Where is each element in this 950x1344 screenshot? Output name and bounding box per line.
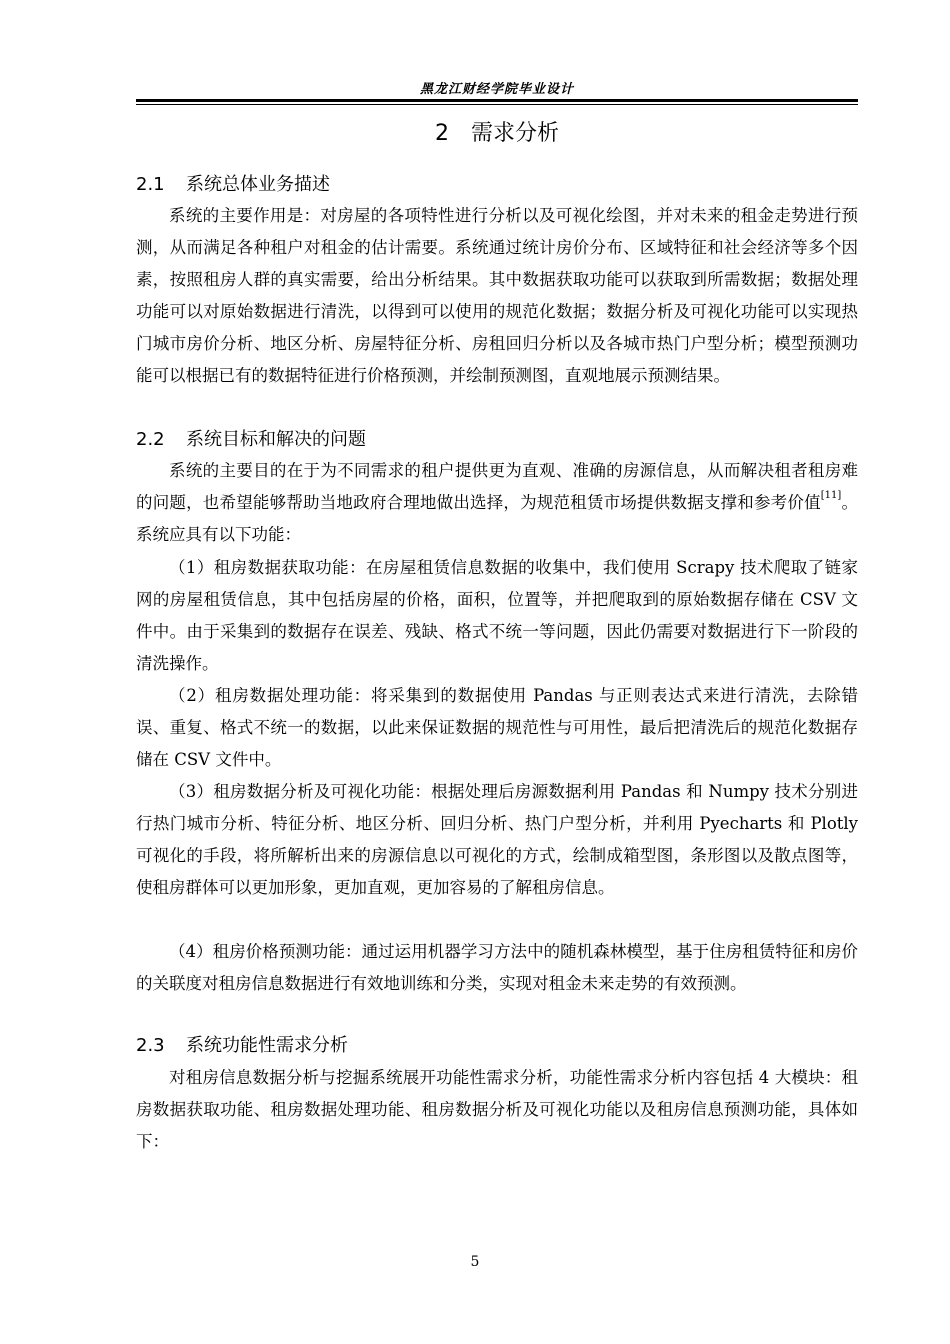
page-header: 黑龙江财经学院毕业设计 — [419, 82, 574, 97]
citation-ref: [11] — [820, 490, 842, 501]
header-rule-thin — [136, 104, 858, 105]
paragraph-text: 系统的主要目的在于为不同需求的租户提供更为直观、准确的房源信息，从而解决租者租房难的问题，也希望能够帮助当地政府合理地做出选择，为规范租赁市场提供数据支撑和参考价值 — [136, 461, 858, 512]
section-number: 2.1 — [136, 174, 165, 195]
chapter-heading — [136, 116, 858, 147]
paragraph-2-2-intro — [136, 455, 858, 551]
section-heading-2-3 — [136, 1031, 348, 1057]
chapter-number: 2 — [434, 121, 449, 146]
page-number: 5 — [470, 1254, 480, 1270]
list-item-3: （3）租房数据分析及可视化功能：根据处理后房源数据利用 Pandas 和 Numpy 技术分别进行热门城市分析、特征分析、地区分析、回归分析、热门户型分析，并利用 Pyecharts 和 Plotly 可视化的手段，将所解析出来的房源信息以可视化的方式，绘制成箱型图，条形图以及散点图等，使租房群体可以更加形象，更加直观，更加容易的了解租房信息。 — [136, 782, 858, 897]
section-title: 系统功能性需求分析 — [186, 1035, 348, 1056]
section-number: 2.3 — [136, 1035, 165, 1056]
header-rule-thick — [136, 99, 858, 102]
section-heading-2-1 — [136, 170, 330, 196]
section-number: 2.2 — [136, 429, 165, 450]
paragraph-2-3: 对租房信息数据分析与挖掘系统展开功能性需求分析，功能性需求分析内容包括 4 大模块：租房数据获取功能、租房数据处理功能、租房数据分析及可视化功能以及租房信息预测功能，具体如下： — [136, 1068, 858, 1151]
paragraph-text: 。系统应具有以下功能： — [136, 493, 859, 544]
list-item-2: （2）租房数据处理功能：将采集到的数据使用 Pandas 与正则表达式来进行清洗，去除错误、重复、格式不统一的数据，以此来保证数据的规范性与可用性，最后把清洗后的规范化数据存储在 CSV 文件中。 — [136, 686, 858, 769]
list-item-4: （4）租房价格预测功能：通过运用机器学习方法中的随机森林模型，基于住房租赁特征和房价的关联度对租房信息数据进行有效地训练和分类，实现对租金未来走势的有效预测。 — [136, 942, 858, 993]
paragraph-2-1: 系统的主要作用是：对房屋的各项特性进行分析以及可视化绘图，并对未来的租金走势进行预测，从而满足各种租户对租金的估计需要。系统通过统计房价分布、区域特征和社会经济等多个因素，按照租房人群的真实需要，给出分析结果。其中数据获取功能可以获取到所需数据；数据处理功能可以对原始数据进行清洗，以得到可以使用的规范化数据；数据分析及可视化功能可以实现热门城市房价分析、地区分析、房屋特征分析、房租回归分析以及各城市热门户型分析；模型预测功能可以根据已有的数据特征进行价格预测，并绘制预测图，直观地展示预测结果。 — [136, 206, 858, 385]
section-heading-2-2 — [136, 425, 366, 451]
list-item-1: （1）租房数据获取功能：在房屋租赁信息数据的收集中，我们使用 Scrapy 技术爬取了链家网的房屋租赁信息，其中包括房屋的价格，面积，位置等，并把爬取到的原始数据存储在 CSV 文件中。由于采集到的数据存在误差、残缺、格式不统一等问题，因此仍需要对数据进行下一阶段的清洗操作。 — [136, 558, 858, 673]
chapter-title: 需求分析 — [470, 121, 559, 146]
section-title: 系统目标和解决的问题 — [186, 429, 366, 450]
section-title: 系统总体业务描述 — [186, 174, 330, 195]
